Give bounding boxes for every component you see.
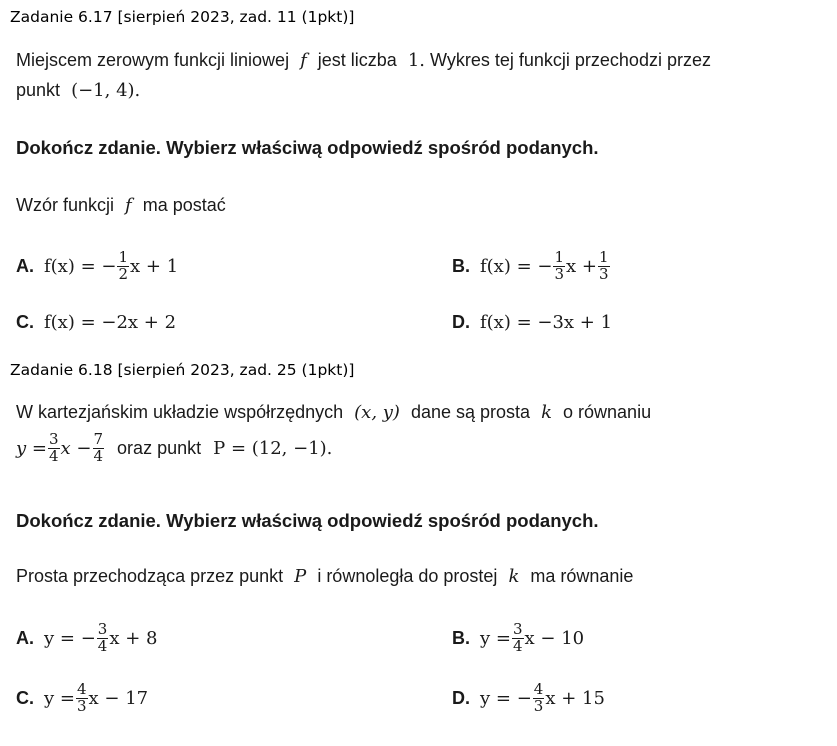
option-math: y = − — [44, 627, 96, 649]
task-header: Zadanie 6.17 [sierpień 2023, zad. 11 (1pkt)] — [10, 8, 355, 26]
intro-text: W kartezjańskim układzie współrzędnych — [16, 402, 344, 422]
fraction — [598, 250, 610, 283]
intro-text: Miejscem zerowym funkcji liniowej — [16, 50, 290, 70]
math-k: k — [508, 566, 520, 587]
fraction — [553, 250, 565, 283]
question-stem — [16, 566, 633, 587]
option-label: B. — [452, 255, 470, 276]
fraction-denominator: 3 — [598, 264, 609, 283]
option-label: A. — [16, 627, 34, 648]
task-intro-line2 — [16, 80, 140, 101]
instruction: Dokończ zdanie. Wybierz właściwą odpowiedź spośród podanych. — [16, 137, 599, 158]
answer-option-a[interactable] — [16, 622, 157, 655]
answer-option-c[interactable] — [16, 682, 148, 715]
fraction — [76, 682, 88, 715]
option-math: y = — [480, 627, 511, 649]
option-math: x + — [566, 255, 597, 277]
option-math: f(x) = − — [44, 255, 117, 277]
answer-option-d[interactable] — [452, 312, 612, 333]
stem-text: ma równanie — [530, 566, 634, 586]
intro-text: jest liczba — [317, 50, 397, 70]
equation-math: y = — [16, 437, 47, 459]
fraction-denominator: 3 — [533, 696, 544, 715]
fraction-numerator: 3 — [512, 620, 523, 638]
task-intro-line1 — [16, 50, 711, 71]
instruction: Dokończ zdanie. Wybierz właściwą odpowiedź spośród podanych. — [16, 510, 599, 531]
fraction-numerator: 3 — [48, 430, 59, 448]
intro-text: o równaniu — [563, 402, 652, 422]
fraction-denominator: 4 — [48, 446, 59, 465]
option-math: x + 15 — [545, 687, 605, 709]
stem-text: Wzór funkcji — [16, 195, 115, 215]
answer-option-b[interactable] — [452, 250, 611, 283]
option-math: y = — [44, 687, 75, 709]
option-math: x − 10 — [524, 627, 585, 649]
fraction-numerator: 1 — [118, 248, 129, 266]
fraction-denominator: 3 — [554, 264, 565, 283]
option-math: x + 8 — [109, 627, 158, 649]
option-label: C. — [16, 687, 34, 708]
fraction — [93, 432, 105, 465]
option-label: B. — [452, 627, 470, 648]
fraction — [512, 622, 524, 655]
question-stem — [16, 195, 226, 216]
option-math: f(x) = −3x + 1 — [480, 312, 613, 333]
fraction — [48, 432, 60, 465]
fraction-numerator: 7 — [93, 430, 104, 448]
answer-option-d[interactable] — [452, 682, 605, 715]
fraction-denominator: 4 — [93, 446, 104, 465]
math-f: f — [300, 50, 307, 71]
option-math: x + 1 — [130, 255, 179, 277]
task-intro-line1 — [16, 402, 651, 423]
math-P: P — [294, 566, 307, 587]
intro-text: oraz punkt — [117, 437, 202, 458]
option-math: f(x) = − — [480, 255, 553, 277]
option-label: D. — [452, 687, 470, 708]
stem-text: Prosta przechodząca przez punkt — [16, 566, 284, 586]
option-math: f(x) = −2x + 2 — [44, 312, 177, 333]
fraction-denominator: 2 — [118, 264, 129, 283]
math-number: 1. — [407, 50, 426, 71]
option-math: x − 17 — [88, 687, 149, 709]
fraction-numerator: 1 — [554, 248, 565, 266]
equation-math: x − — [60, 437, 92, 459]
fraction-denominator: 4 — [97, 636, 108, 655]
fraction — [533, 682, 545, 715]
fraction-numerator: 4 — [76, 680, 87, 698]
math-k: k — [541, 402, 552, 423]
math-xy: (x, y) — [354, 402, 400, 423]
stem-text: ma postać — [142, 195, 226, 215]
answer-option-c[interactable] — [16, 312, 176, 333]
fraction-numerator: 1 — [598, 248, 609, 266]
math-point: P = (12, −1). — [213, 437, 333, 459]
fraction — [97, 622, 109, 655]
intro-text: punkt — [16, 80, 61, 100]
answer-option-a[interactable] — [16, 250, 178, 283]
option-label: C. — [16, 312, 34, 332]
intro-text: dane są prosta — [410, 402, 531, 422]
answer-option-b[interactable] — [452, 622, 584, 655]
option-label: A. — [16, 255, 34, 276]
stem-text: i równoległa do prostej — [317, 566, 498, 586]
task-header: Zadanie 6.18 [sierpień 2023, zad. 25 (1pkt)] — [10, 361, 355, 379]
task-intro-line2 — [16, 432, 332, 465]
option-label: D. — [452, 312, 470, 332]
fraction — [117, 250, 129, 283]
fraction-numerator: 3 — [97, 620, 108, 638]
math-point: (−1, 4). — [71, 80, 141, 101]
fraction-numerator: 4 — [533, 680, 544, 698]
math-f: f — [125, 195, 132, 216]
intro-text: Wykres tej funkcji przechodzi przez — [430, 50, 711, 70]
fraction-denominator: 4 — [512, 636, 523, 655]
option-math: y = − — [480, 687, 532, 709]
fraction-denominator: 3 — [76, 696, 87, 715]
